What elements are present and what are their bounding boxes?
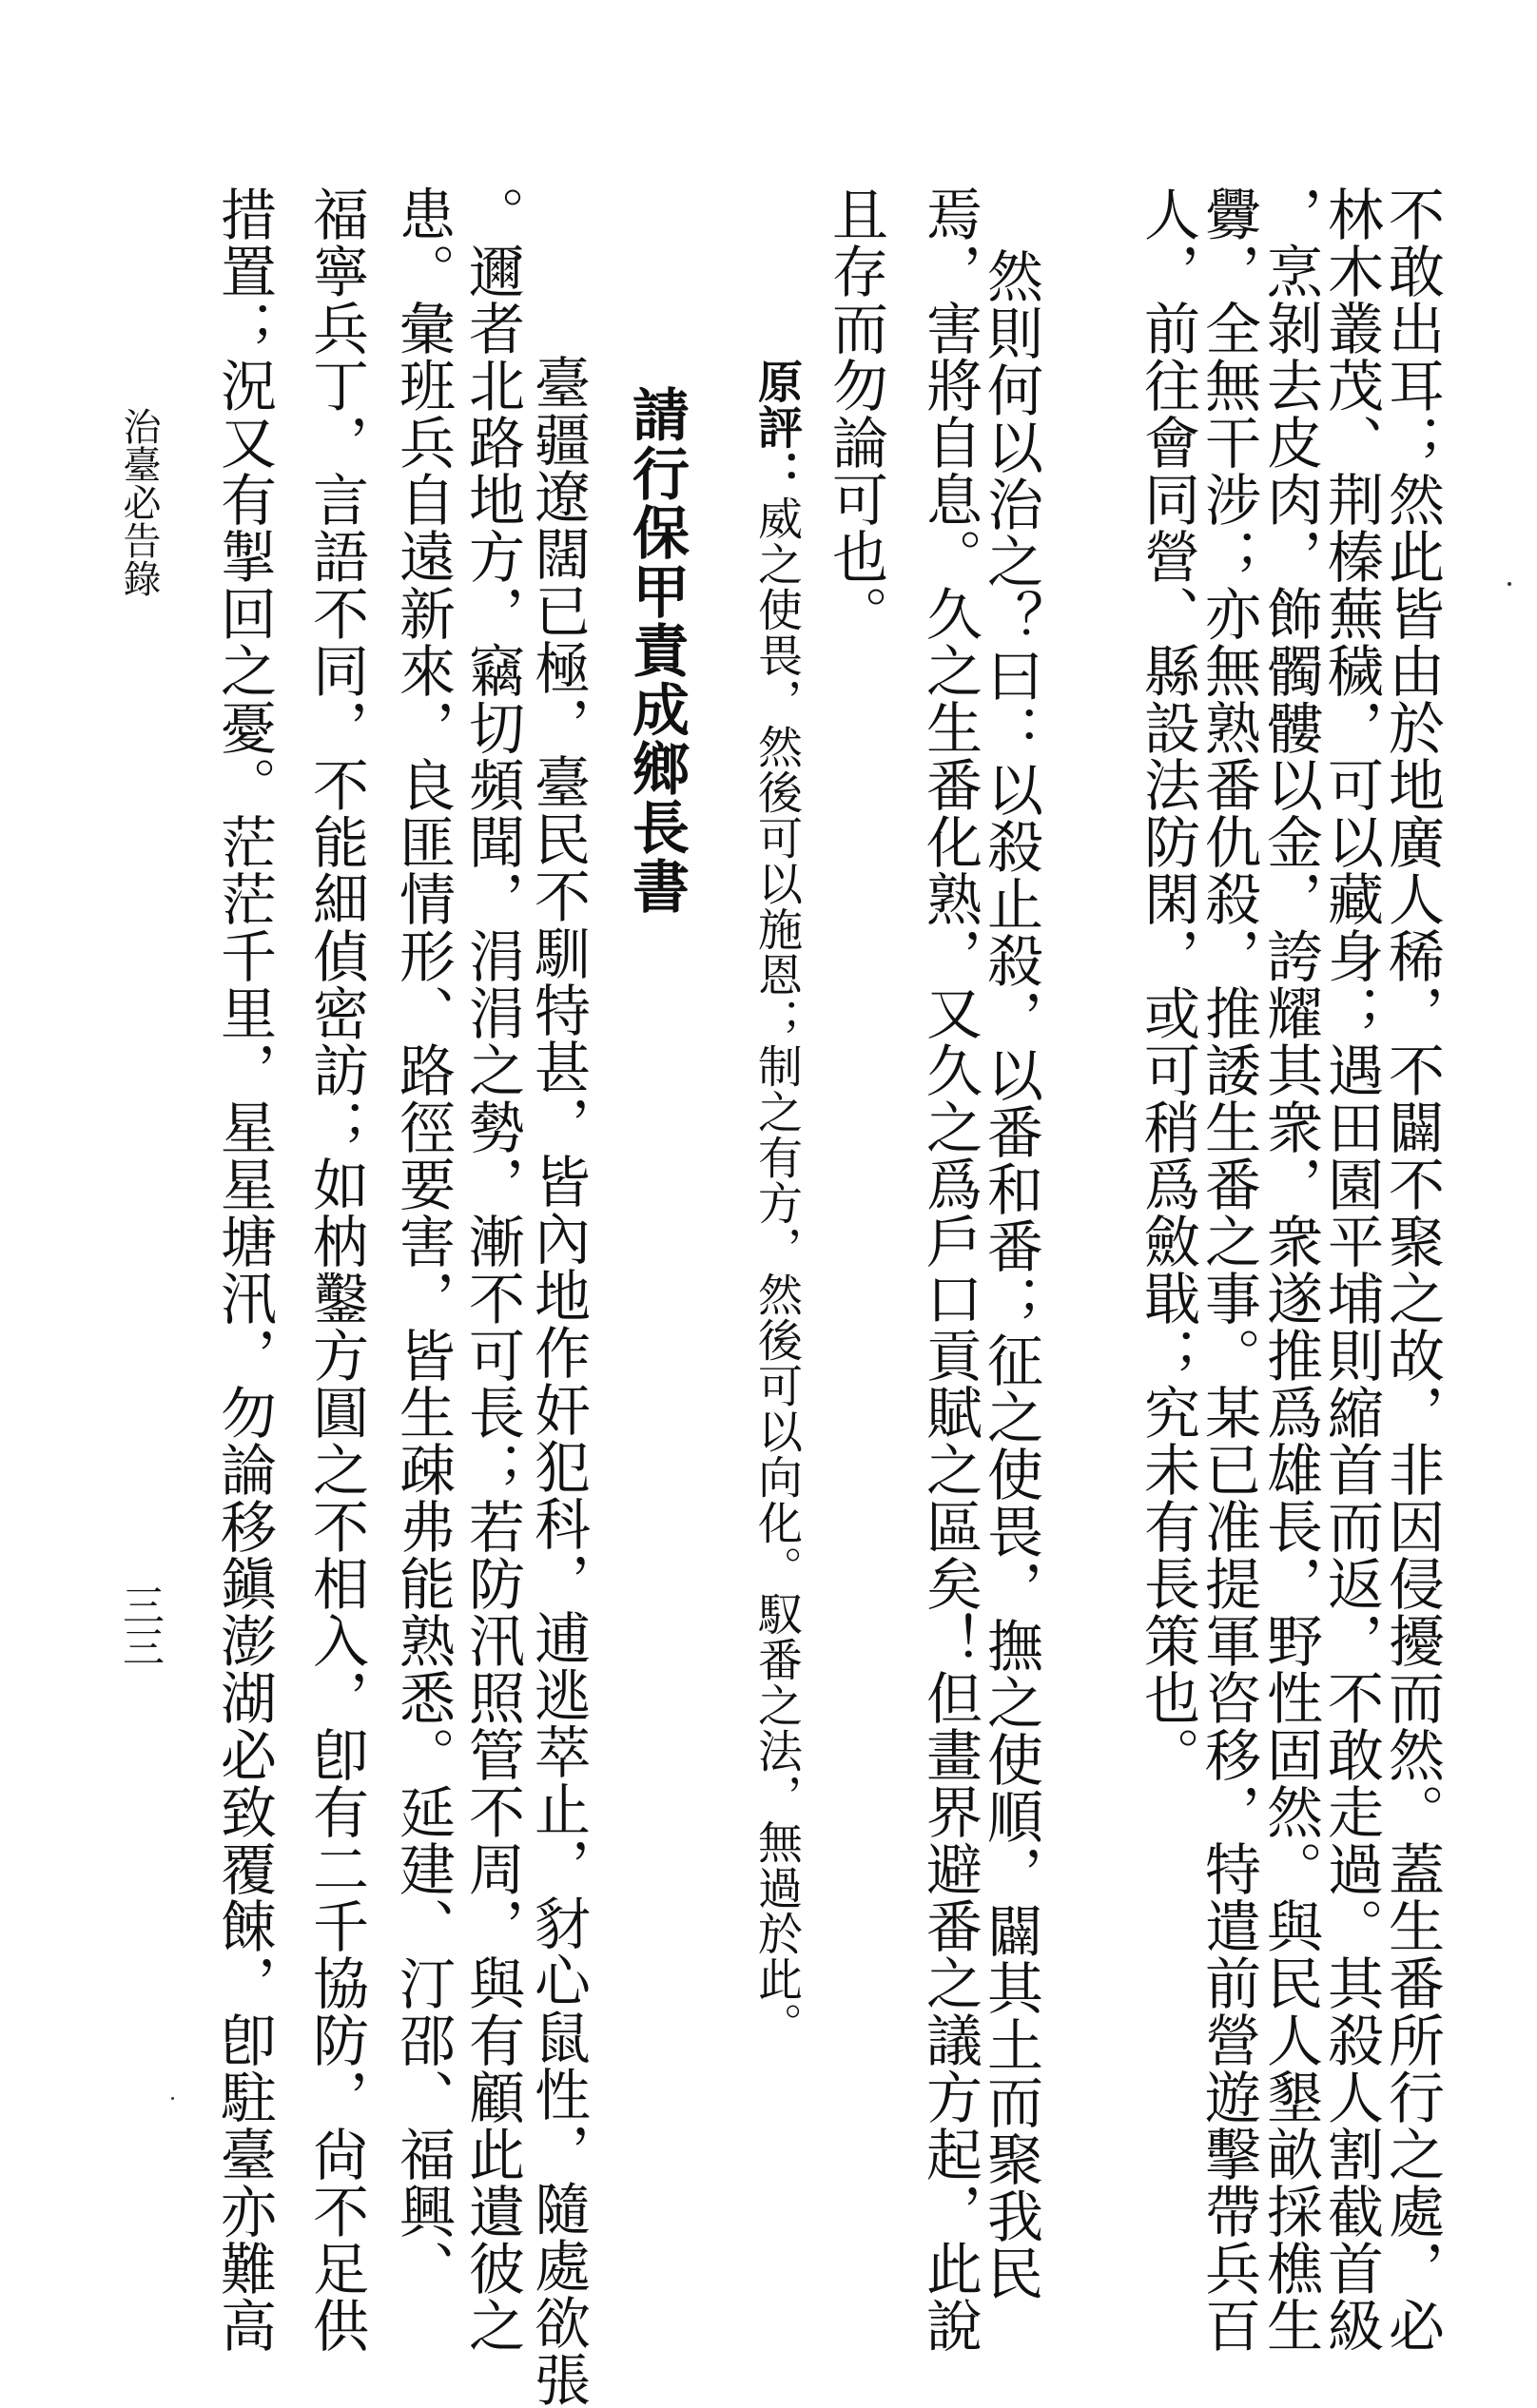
text-column: 且存而勿論可也。 xyxy=(823,185,888,642)
text-column: 然則何以治之？曰：以殺止殺，以番和番；征之使畏，撫之使順，闢其土而聚我民 xyxy=(978,247,1043,2301)
text-column: 。邇者北路地方，竊切頻聞，涓涓之勢，漸不可長；若防汛照管不周，與有顧此遺彼之 xyxy=(459,185,525,2354)
text-column: 臺疆遼闊已極，臺民不馴特甚，皆內地作奸犯科，逋逃萃止，豺心鼠性，隨處欲張 xyxy=(525,354,591,2408)
text-column: 措置；況又有掣回之憂。茫茫千里，星星塘汛，勿論移鎭澎湖必致覆餗，卽駐臺亦難高 xyxy=(211,185,277,2354)
print-speck xyxy=(171,2097,174,2100)
text-column: 不敢出耳；然此皆由於地廣人稀，不闢不聚之故，非因侵擾而然。蓋生番所行之處，必 xyxy=(1379,185,1445,2354)
text-column: ，烹剝去皮肉，飾髑髏以金，誇耀其衆，衆遂推爲雄長，野性固然。與民人墾畝採樵生 xyxy=(1257,185,1323,2354)
commentary-label: 原評： xyxy=(750,359,803,495)
print-speck xyxy=(1508,582,1511,586)
commentary-text: 威之使畏，然後可以施恩；制之有方，然後可以向化。馭番之法，無過於此。 xyxy=(750,495,803,2048)
text-column: 釁，全無干涉；亦無熟番仇殺，推諉生番之事。某已准提軍咨移，特遣前營遊擊帶兵百 xyxy=(1196,185,1261,2354)
book-title: 治臺必告錄 xyxy=(117,407,161,597)
text-column: 焉，害將自息。久之生番化熟，又久之爲戶口貢賦之區矣！但畫界避番之議方起，此說 xyxy=(917,185,983,2354)
page-number: 三三 xyxy=(115,1583,164,1667)
text-column: 福寧兵丁，言語不同，不能細偵密訪；如枘鑿方圓之不相入，卽有二千協防，尙不足供 xyxy=(303,185,369,2354)
text-column: 患。彙班兵自遠新來，良匪情形、路徑要害，皆生疎弗能熟悉。延建、汀邵、福興、 xyxy=(390,185,456,2297)
section-heading: 請行保甲責成鄉長書 xyxy=(623,385,690,916)
text-column: 人，前往會同營、縣設法防閑，或可稍爲斂戢；究未有長策也。 xyxy=(1135,185,1200,1783)
commentary-note xyxy=(750,359,803,2048)
text-column: 林木叢茂、荆榛蕪穢，可以藏身；遇田園平埔則縮首而返，不敢走過。其殺人割截首級 xyxy=(1318,185,1384,2354)
